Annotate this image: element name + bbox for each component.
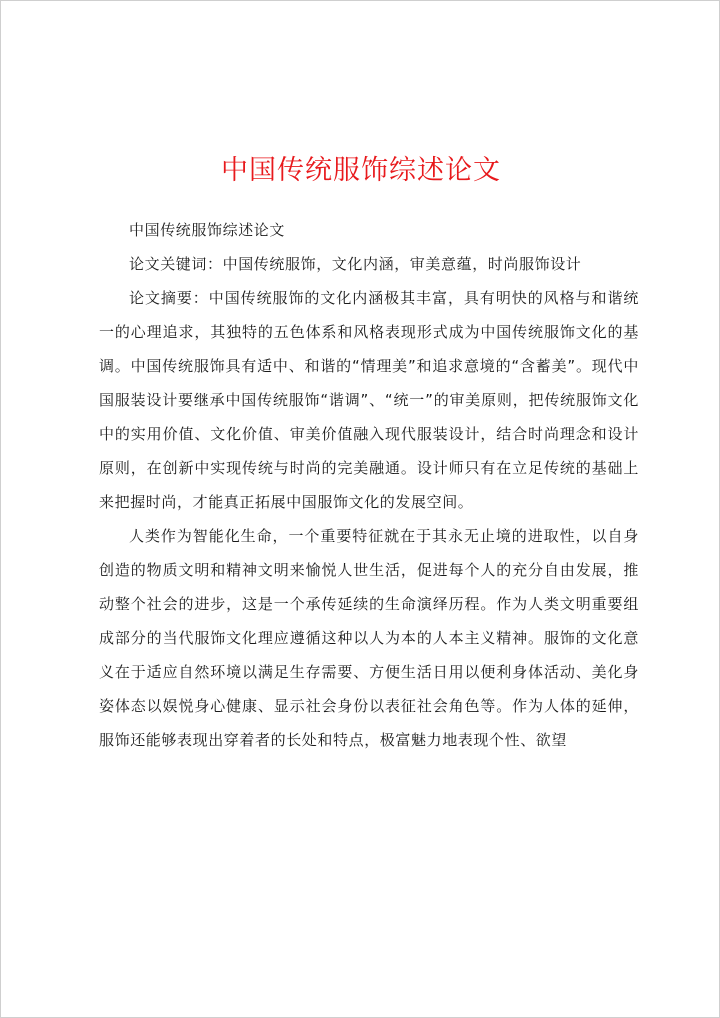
abstract-paragraph: 论文摘要：中国传统服饰的文化内涵极其丰富，具有明快的风格与和谐统一的心理追求，其独特的五色体系和风格表现形式成为中国传统服饰文化的基调。中国传统服饰具有适中、和谐的“情理美”和追求意境的“含蓄美”。现代中国服装设计要继承中国传统服饰“谐调”、“统一”的审美原则，把传统服饰文化中的实用价值、文化价值、审美价值融入现代服装设计，结合时尚理念和设计原则，在创新中实现传统与时尚的完美融通。设计师只有在立足传统的基础上来把握时尚，才能真正拓展中国服饰文化的发展空间。 [99, 289, 639, 511]
document-title: 中国传统服饰综述论文 [221, 155, 501, 186]
keywords-line: 论文关键词：中国传统服饰，文化内涵，审美意蕴，时尚服饰设计 [129, 255, 582, 273]
body-paragraph: 人类作为智能化生命，一个重要特征就在于其永无止境的进取性，以自身创造的物质文明和精神文明来愉悦人世生活，促进每个人的充分自由发展，推动整个社会的进步，这是一个承传延续的生命演绎历程。作为人类文明重要组成部分的当代服饰文化理应遵循这种以人为本的人本主义精神。服饰的文化意义在于适应自然环境以满足生存需要、方便生活日用以便利身体活动、美化身姿体态以娱悦身心健康、显示社会身份以表征社会角色等。作为人体的延伸，服饰还能够表现出穿着者的长处和特点，极富魅力地表现个性、欲望 [99, 527, 639, 749]
document-body [99, 213, 639, 757]
subtitle-line: 中国传统服饰综述论文 [129, 221, 286, 239]
